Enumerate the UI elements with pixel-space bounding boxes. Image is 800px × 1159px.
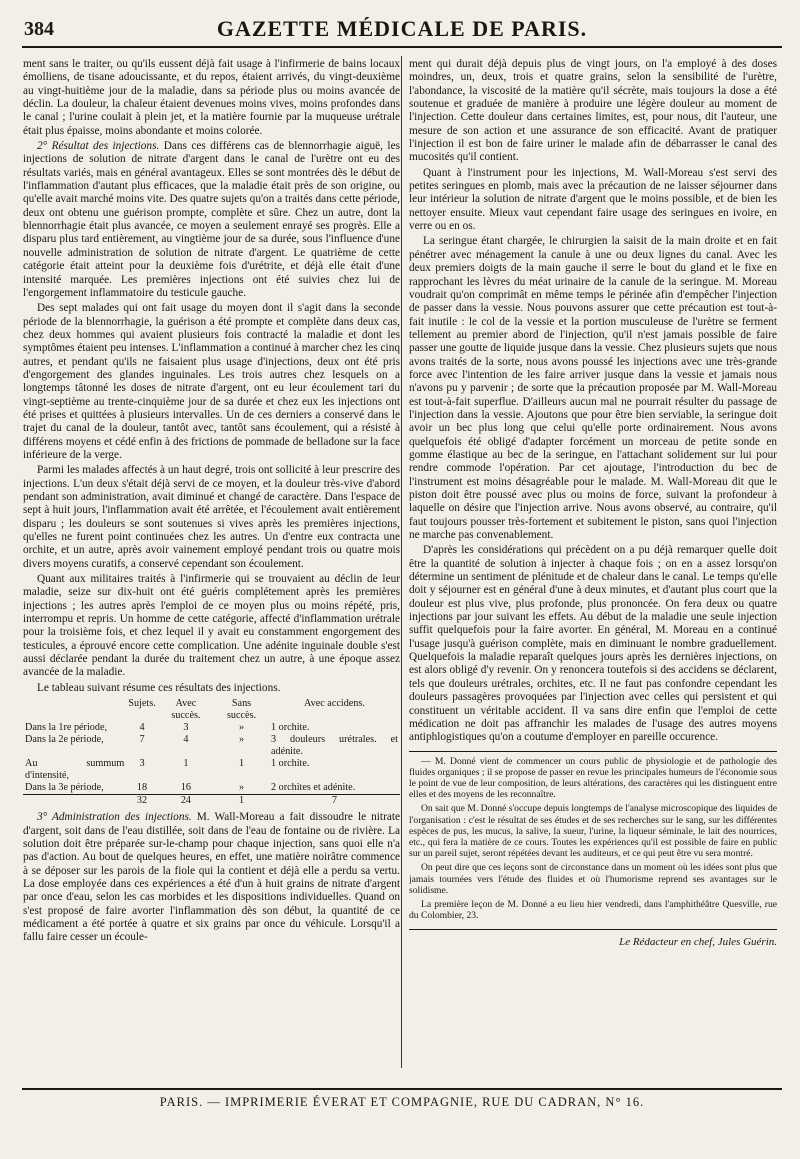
table-row [23, 734, 400, 758]
table-cell: Dans la 1re période, [25, 722, 108, 734]
paragraph: Parmi les malades affectés à un haut degré, trois ont sollicité à leur prescrire des injections. L'un deux s'était déjà servi de ce moyen, et la douleur très-vive d'abord pendant son administration, avait diminué et changé de caractère. Dans l'espace de sept à huit jours, l'inflammation avait été arrêtée, et l'écoulement avait entièrement disparu ; les douleurs se sont soutenues si vives après les premières injections, qu'elles ne furent point continuées chez les autres. Un d'entre eux contracta une orchite, et un autre, après avoir vainement employé pendant trois ou quatre mois divers moyens curatifs, a conservé cependant son écoulement. [23, 464, 400, 570]
masthead-title: GAZETTE MÉDICALE DE PARIS. [216, 16, 588, 41]
left-column [23, 58, 400, 1078]
table-cell: » [238, 782, 245, 794]
note-paragraph: On peut dire que ces leçons sont de circonstance dans un moment où les idées sont plus que jamais tournées vers l'étude des fluides et où l'humorisme reprend ses avantages sur le solidisme. [409, 862, 777, 896]
paragraph: 2° Résultat des injections. Dans ces différens cas de blennorrhagie aiguë, les injections de solution de nitrate d'argent dans le canal de l'urètre ont eu des résultats variés, mais en général avantageux. Elles se sont montrées dès le début de l'inflammation d'autant plus efficaces, que la maladie était près de son origine, ou qu'elle avait marché moins vite. Des quatre sujets qu'on a traités dans cette période, deux ont obtenu une guérison prompte, complète et sûre. Chez un autre, dont la blennorrhagie était plus avancée, ce moyen a seulement enrayé ses progrès. Elle a disparu plus tard entièrement, au vingtième jour de sa durée, sous l'influence d'une nouvelle administration de solution de nitrate d'argent. Le quatrième de cette catégorie était atteint pour la deuxième fois d'urétrite, et déjà elle était d'une intensité marquée. Les premières injections ont été suivies chez lui de l'engorgement inflammatoire du testicule gauche. [23, 140, 400, 299]
results-table [23, 698, 400, 807]
paragraph: ment sans le traiter, ou qu'ils eussent déjà fait usage à l'infirmerie de bains locaux émolliens, de tisane adoucissante, et du repos, étaient arrivés, du vingt-deuxième au vingt-huitième jour de la maladie, dans sa période plus ou moins avancée de déclin. La douleur, la chaleur étaient devenues moins vives, moins profondes dans le canal ; l'urine coulait à plein jet, et la matière fournie par la muqueuse urétrale était plus épaisse, moins abondante et moins colorée. [23, 58, 400, 137]
page-number: 384 [24, 18, 54, 40]
column-divider [401, 56, 402, 1068]
section-heading: 3° Administration des injections. [37, 811, 192, 824]
paragraph: Quant aux militaires traités à l'infirmerie qui se trouvaient au déclin de leur maladie, seize sur dix-huit ont été guéris complétement après les premières injections ; les autres après l'emploi de ce moyen plus ou moins répété, pris, interrompu et repris. Un homme de cette catégorie, affecté d'inflammation urétrale pour la troisième fois, et chez lequel il y avait eu constamment engorgement des testicules, a éprouvé encore cette complication. Une adénite inguinale double s'est aussi déclarée pendant la durée du traitement chez un autre, à une époque assez avancée de la maladie. [23, 573, 400, 679]
table-cell: 16 [180, 782, 192, 794]
table-header-cell: Sans succès. [226, 698, 257, 722]
table-cell [23, 795, 126, 808]
editor-signature: Le Rédacteur en chef, Jules Guérin. [409, 929, 777, 949]
table-cell: 4 [183, 734, 189, 746]
table-cell: 7 [269, 795, 400, 808]
table-cell: 4 [139, 722, 145, 734]
paragraph: Des sept malades qui ont fait usage du moyen dont il s'agit dans la seconde période de la blennorrhagie, la guérison a été prompte et complète dans deux cas, chez deux hommes qui avaient plusieurs fois contracté la maladie et dont les symptômes étaient peu intenses. L'inflammation a continué à marcher chez les cinq autres, et pendant qu'ils ne faisaient plus usage d'injections, deux ont été pris d'engorgement des glandes inguinales. Les trois autres chez lesquels on a longtemps tâtonné les doses de nitrate d'argent, ont eu leur écoulement tari du vingt-septième au trente-cinquième jour de sa durée et chez eux les injections ont été prises et quittées à plusieurs intervalles. Un de ces derniers a conservé dans le trajet du canal de la douleur, tantôt avec, tantôt sans écoulement, qui a résisté à différens moyens et cédé enfin à des frictions de pommade de belladone sur la face inférieure de la verge. [23, 302, 400, 461]
page-header [22, 16, 782, 48]
table-intro: Le tableau suivant résume ces résultats des injections. [37, 681, 281, 694]
table-cell: Dans la 3e période, [25, 782, 104, 794]
table-cell: 18 [136, 782, 148, 794]
table-cell: 1 orchite. [270, 722, 310, 734]
table-header-cell: Avec succès. [171, 698, 201, 722]
table-cell: 3 douleurs urétrales. et adénite. [270, 734, 398, 758]
paragraph: ment qui durait déjà depuis plus de vingt jours, on l'a employé à des doses moindres, un, deux, trois et quatre grains, selon la sensibilité de l'urètre, l'abondance, la viscosité de la matière qu'il sécrète, mais toujours la dose a été soutenue et graduée de manière à produire une légère douleur au moment de l'injection. Cette douleur dans certaines limites, est, pour nous, dit l'auteur, une mesure de son action et une assurance de son efficacité. Avant de pratiquer l'injection il est bon de faire uriner le malade afin de débarrasser le canal des mucosités qu'il contient. [409, 58, 777, 164]
table-cell: 3 [139, 758, 145, 770]
right-column [409, 58, 777, 1078]
table-cell: 2 orchites et adénite. [270, 782, 356, 794]
section-heading: 2° Résultat des injections. [37, 140, 160, 153]
table-total-row [23, 795, 400, 808]
table-header-row [23, 698, 400, 722]
paragraph: 3° Administration des injections. M. Wall-Moreau a fait dissoudre le nitrate d'argent, soit dans de l'eau distillée, soit dans de l'eau de fontaine ou de rivière. La solution doit être préparée sur-le-champ pour chaque injection, sans quoi elle n'a pas d'action. Au bout de quelques heures, en effet, une matière noirâtre commence à se déposer sur les parois de la fiole qui la contient et déjà elle a perdu sa vertu. La dose employée dans ces expériences a été d'un à huit grains de nitrate d'argent par once d'eau, selon les cas morbides et les dispositions individuelles. Quand on s'est proposé de faire avorter l'inflammation dès son début, la quantité de ce médicament a été portée à quatre et six grains par once du véhicule. Lorsqu'il a fallu faire cesser un écoule- [23, 811, 400, 944]
table-cell: Au summum d'intensité, [25, 758, 125, 782]
paragraph: D'après les considérations qui précèdent on a pu déjà remarquer quelle doit être la quantité de solution à injecter à chaque fois ; on en a assez lorsqu'on détermine un sentiment de plénitude et de chaleur dans le canal. Le temps qu'elle doit y séjourner est en général d'une à deux minutes, et d'autant plus court que la douleur est plus vive, plus profonde, plus prononcée. On fera deux ou quatre injections par jour suivant les effets. Au début de la maladie une seule injection suffit quelquefois pour la faire avorter. En général, M. Moreau en a continué l'usage jusqu'à guérison complète, mais en diminuant le nombre graduellement. Quelquefois la maladie reparaît quelques jours après les dernières injections, on est alors obligé d'y revenir. On y renoncera toutefois si des accidens se déclarent, tels que douleurs urétrales, orchites, etc. Il ne faut pas confondre cependant les douleurs passagères provoquées par l'injection avec celles qui persistent et qui constituent un véritable accident. Il va sans dire enfin que l'emploi de cette médication ne doit pas affranchir les malades de l'usage des autres moyens antiphlogistiques qu'on a coutume d'employer en pareille occurence. [409, 544, 777, 744]
table-cell: » [238, 722, 245, 734]
table-cell: 32 [126, 795, 157, 808]
table-cell: Dans la 2e période, [25, 734, 104, 746]
paragraph: Quant à l'instrument pour les injections, M. Wall-Moreau s'est servi des petites seringues en plomb, mais avec la précaution de ne laisser séjourner dans leur intérieur la solution de nitrate d'argent que le moins possible, et de bien les nettoyer ensuite. Mieux vaut cependant faire usage des seringues en ivoire, en verre ou en os. [409, 166, 777, 233]
printer-imprint: PARIS. — IMPRIMERIE ÉVERAT ET COMPAGNIE, RUE DU CADRAN, N° 16. [22, 1088, 782, 1119]
table-cell: 24 [158, 795, 214, 808]
note-paragraph: On sait que M. Donné s'occupe depuis longtemps de l'analyse microscopique des liquides de l'organisation : c'est le résultat de ses études et de ses recherches sur le sang, sur les différentes espèces de pus, les mucus, la salive, la sueur, l'urine, la liqueur séminale, le lait des nourrices, etc., qui fera la matière de ce cours. Toutes les expériences qu'il est possible de faire en public sur un pareil sujet, seront répétées devant les auditeurs, et ce qui peut être vu sera montré. [409, 803, 777, 860]
note-paragraph: La première leçon de M. Donné a eu lieu hier vendredi, dans l'amphithéâtre Quesville, rue du Colombier, 23. [409, 898, 777, 922]
table-cell: 3 [183, 722, 189, 734]
table-cell: 1 [183, 758, 189, 770]
note-paragraph: — M. Donné vient de commencer un cours public de physiologie et de pathologie des fluides organiques ; il se propose de passer en revue les principales humeurs de l'économie sous le point de vue de leur composition, de leurs altérations, des caractères qui les distinguent entre elles et des moyens de les reconnaître. [409, 755, 777, 801]
table-header-cell: Avec accidens. [304, 698, 365, 710]
table-row [23, 758, 400, 782]
table-cell: 7 [139, 734, 145, 746]
table-header-cell: Sujets. [128, 698, 156, 710]
table-cell: 1 orchite. [270, 758, 310, 770]
table-cell: 1 [238, 758, 245, 770]
table-row [23, 782, 400, 795]
paragraph: La seringue étant chargée, le chirurgien la saisit de la main droite et en fait pénétrer avec ménagement la canule à une ou deux lignes du canal. Avec les deux premiers doigts de la main gauche il serre le bout du gland et le fixe en rapprochant les lèvres du méat urinaire de la canule de la seringue. M. Moreau voudrait qu'on comprimât en même temps le périnée afin d'empêcher l'injection de passer dans la vessie. Nous pouvons assurer que cette précaution est tout-à-fait inutile : le col de la vessie et la portion musculeuse de l'urètre se ferment tellement au premier abord de l'injection, qu'il n'est jamais possible de faire passer une goutte de liquide jusque dans la vessie. Chez plusieurs sujets que nous avons traités de la sorte, nous avons poussé les injections avec une très-grande force avec l'intention de les faire arriver jusque dans la vessie et jamais nous n'avons pu y parvenir ; de sorte que la précaution proposée par M. Wall-Moreau est tout-à-fait superflue. D'ailleurs aucun mal ne pourrait résulter du passage de l'injection dans la vessie. Ajoutons que pour être bien serviable, la seringue doit avoir un bec plus long que celui qu'elle porte ordinairement. Nous avons quelquefois été obligé d'adapter forcément un morceau de petite sonde en gomme élastique au bec de la seringue, en l'attachant solidement sur lui pour rendre commode l'opération. Par cet ajoutage, l'introduction du bec de l'instrument est moins désagréable pour le malade. M. Wall-Moreau dit que le piston doit être poussé avec plus ou moins de force, suivant la profondeur à laquelle on désire que l'injection arrive. Nous avons observé, au contraire, qu'il faut toujours pousser très-fortement et subitement le piston, sans quoi l'injection ne marche pas convenablement. [409, 235, 777, 542]
table-cell: » [238, 734, 245, 746]
table-header-cell [23, 698, 126, 722]
table-cell: 1 [214, 795, 269, 808]
news-notes [409, 751, 777, 922]
table-row [23, 722, 400, 734]
